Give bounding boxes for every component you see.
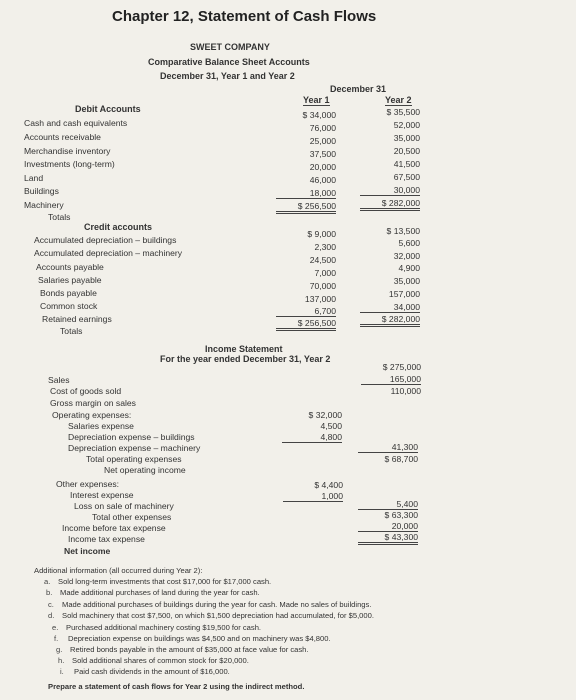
row-value: 20,000 bbox=[358, 521, 418, 532]
item-text: Purchased additional machinery costing $19,500 for cash. bbox=[66, 623, 262, 632]
row-label: Cash and cash equivalents bbox=[24, 118, 128, 128]
year2-value: 41,500 bbox=[393, 159, 420, 169]
row-value: 4,500 bbox=[320, 421, 342, 431]
row-label: Cost of goods sold bbox=[50, 386, 122, 396]
item-text: Sold long-term investments that cost $17,000 for $17,000 cash. bbox=[58, 577, 272, 586]
row-label: Income before tax expense bbox=[62, 523, 166, 533]
row-label: Total operating expenses bbox=[86, 454, 182, 464]
row-value: $ 68,700 bbox=[384, 454, 418, 464]
year2-value: 4,900 bbox=[398, 263, 420, 273]
year1-total: $ 256,500 bbox=[276, 318, 336, 331]
row-label: Merchandise inventory bbox=[24, 146, 111, 156]
year1-value: 70,000 bbox=[309, 281, 336, 291]
year1-value: 2,300 bbox=[314, 242, 336, 252]
year1-value: $ 34,000 bbox=[302, 110, 336, 120]
row-label: Income tax expense bbox=[68, 534, 145, 544]
row-label: Common stock bbox=[40, 301, 98, 311]
row-label: Depreciation expense – buildings bbox=[68, 432, 195, 442]
year2-value: 5,600 bbox=[398, 238, 420, 248]
row-label: Net operating income bbox=[104, 465, 186, 475]
year2-value: 67,500 bbox=[393, 172, 420, 182]
item-marker: a. bbox=[44, 577, 51, 586]
item-text: Made additional purchases of land during the year for cash. bbox=[60, 588, 260, 597]
row-label: Interest expense bbox=[70, 490, 134, 500]
row-label: Salaries expense bbox=[68, 421, 134, 431]
balance-sheet-title: Comparative Balance Sheet Accounts bbox=[148, 57, 310, 67]
year1-value: 24,500 bbox=[309, 255, 336, 265]
page-title: Chapter 12, Statement of Cash Flows bbox=[112, 8, 377, 25]
row-label: Totals bbox=[60, 326, 83, 336]
year2-total: $ 282,000 bbox=[360, 198, 420, 211]
row-label: Land bbox=[24, 173, 44, 183]
item-text: Sold machinery that cost $7,500, on which $1,500 depreciation had accumulated, for $5,000. bbox=[62, 611, 374, 620]
row-label: Salaries payable bbox=[38, 275, 102, 285]
year1-value: 37,500 bbox=[309, 149, 336, 159]
row-value: 41,300 bbox=[358, 442, 418, 453]
item-marker: g. bbox=[56, 645, 63, 654]
row-label: Machinery bbox=[24, 200, 64, 210]
credit-heading: Credit accounts bbox=[84, 222, 153, 232]
year1-value: 20,000 bbox=[309, 162, 336, 172]
year1-total: $ 256,500 bbox=[276, 201, 336, 214]
item-marker: f. bbox=[54, 634, 59, 643]
row-label: Bonds payable bbox=[40, 288, 97, 298]
year2-total: $ 282,000 bbox=[360, 314, 420, 327]
item-marker: h. bbox=[58, 656, 65, 665]
instruction-text: Prepare a statement of cash flows for Year 2 using the indirect method. bbox=[48, 682, 305, 691]
year2-value: 35,000 bbox=[393, 133, 420, 143]
row-label: Loss on sale of machinery bbox=[74, 501, 174, 511]
additional-info-heading: Additional information (all occurred during Year 2): bbox=[34, 566, 203, 575]
year2-value: $ 35,500 bbox=[386, 107, 420, 117]
col-year1-header: Year 1 bbox=[303, 95, 330, 105]
balance-sheet-subtitle: December 31, Year 1 and Year 2 bbox=[160, 71, 295, 81]
row-label: Total other expenses bbox=[92, 512, 172, 522]
item-text: Made additional purchases of buildings during the year for cash. Made no sales of buildings. bbox=[62, 600, 372, 609]
year1-value: 137,000 bbox=[304, 294, 336, 304]
item-text: Sold additional shares of common stock for $20,000. bbox=[72, 656, 249, 665]
row-label: Accounts receivable bbox=[24, 132, 101, 142]
item-text: Depreciation expense on buildings was $4,500 and on machinery was $4,800. bbox=[68, 634, 331, 643]
year1-value: 7,000 bbox=[314, 268, 336, 278]
year1-value: 6,700 bbox=[276, 306, 336, 317]
row-label: Net income bbox=[64, 546, 111, 556]
item-text: Retired bonds payable in the amount of $35,000 at face value for cash. bbox=[70, 645, 309, 654]
item-text: Paid cash dividends in the amount of $16,000. bbox=[74, 667, 230, 676]
row-value: $ 275,000 bbox=[382, 362, 421, 372]
year1-value: 25,000 bbox=[309, 136, 336, 146]
income-statement-subtitle: For the year ended December 31, Year 2 bbox=[160, 354, 331, 364]
item-marker: b. bbox=[46, 588, 53, 597]
item-marker: c. bbox=[48, 600, 54, 609]
row-value: $ 4,400 bbox=[314, 480, 343, 490]
col-year2-header: Year 2 bbox=[385, 95, 412, 105]
row-label: Depreciation expense – machinery bbox=[68, 443, 201, 453]
row-label: Buildings bbox=[24, 186, 59, 196]
debit-heading: Debit Accounts bbox=[75, 104, 141, 114]
row-label: Sales bbox=[48, 375, 70, 385]
other-expenses-heading: Other expenses: bbox=[56, 479, 120, 489]
row-label: Gross margin on sales bbox=[50, 398, 136, 408]
year2-value: 32,000 bbox=[393, 251, 420, 261]
item-marker: i. bbox=[60, 667, 64, 676]
year2-value: 30,000 bbox=[360, 185, 420, 196]
opex-heading: Operating expenses: bbox=[52, 410, 132, 420]
year1-value: 76,000 bbox=[309, 123, 336, 133]
row-value: 110,000 bbox=[390, 386, 421, 396]
row-label: Totals bbox=[48, 212, 71, 222]
company-name: SWEET COMPANY bbox=[190, 42, 270, 52]
year1-value: 46,000 bbox=[309, 175, 336, 185]
item-marker: e. bbox=[52, 623, 59, 632]
row-value: $ 63,300 bbox=[384, 510, 418, 520]
row-value: $ 32,000 bbox=[308, 410, 342, 420]
year1-value: $ 9,000 bbox=[307, 229, 336, 239]
year1-value: 18,000 bbox=[276, 188, 336, 199]
date-header: December 31 bbox=[330, 84, 387, 94]
row-label: Accumulated depreciation – buildings bbox=[34, 235, 177, 245]
row-value: 1,000 bbox=[283, 491, 343, 502]
year2-value: 157,000 bbox=[388, 289, 420, 299]
row-label: Retained earnings bbox=[42, 314, 112, 324]
row-value: $ 43,300 bbox=[358, 532, 418, 545]
year2-value: $ 13,500 bbox=[386, 226, 420, 236]
income-statement-title: Income Statement bbox=[205, 344, 283, 354]
row-label: Accounts payable bbox=[36, 262, 104, 272]
row-value: 165,000 bbox=[361, 374, 421, 385]
year2-value: 20,500 bbox=[393, 146, 420, 156]
year2-value: 34,000 bbox=[360, 302, 420, 313]
row-value: 5,400 bbox=[358, 499, 418, 510]
row-value: 4,800 bbox=[282, 432, 342, 443]
year2-value: 52,000 bbox=[393, 120, 420, 130]
row-label: Accumulated depreciation – machinery bbox=[34, 248, 183, 258]
item-marker: d. bbox=[48, 611, 55, 620]
row-label: Investments (long-term) bbox=[24, 159, 115, 169]
year2-value: 35,000 bbox=[393, 276, 420, 286]
